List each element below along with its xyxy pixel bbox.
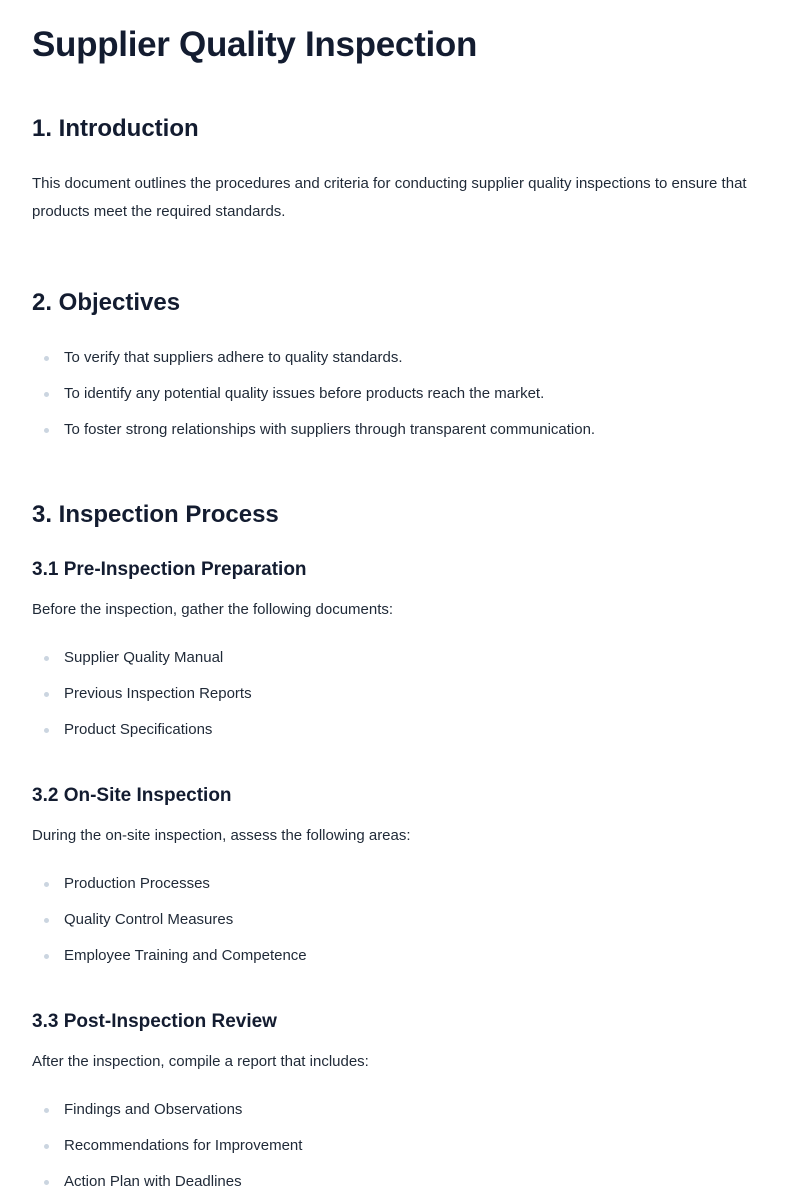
inspection-process-heading: 3. Inspection Process [32,501,279,528]
list-item: Production Processes [32,874,768,894]
objectives-list [32,348,768,440]
list-item: Quality Control Measures [32,910,768,930]
on-site-inspection-list [32,874,768,966]
list-item: Product Specifications [32,720,768,740]
list-item: Previous Inspection Reports [32,684,768,704]
list-item: Findings and Observations [32,1100,768,1120]
list-item: To foster strong relationships with suppliers through transparent communication. [32,420,768,440]
objectives-heading: 2. Objectives [32,289,181,316]
post-inspection-text: After the inspection, compile a report that includes: [32,1053,369,1070]
pre-inspection-list [32,648,768,740]
pre-inspection-text: Before the inspection, gather the following documents: [32,601,394,618]
on-site-inspection-heading: 3.2 On-Site Inspection [32,785,232,806]
list-item: Action Plan with Deadlines [32,1172,768,1192]
introduction-text: This document outlines the procedures and criteria for conducting supplier quality inspections to ensure that products meet the required standards. [32,175,747,220]
page-title: Supplier Quality Inspection [32,25,478,64]
list-item: Employee Training and Competence [32,946,768,966]
on-site-inspection-text: During the on-site inspection, assess the following areas: [32,827,411,844]
post-inspection-list [32,1100,768,1192]
list-item: Recommendations for Improvement [32,1136,768,1156]
list-item: To identify any potential quality issues before products reach the market. [32,384,768,404]
list-item: To verify that suppliers adhere to quality standards. [32,348,768,368]
post-inspection-heading: 3.3 Post-Inspection Review [32,1011,277,1032]
introduction-heading: 1. Introduction [32,115,199,142]
pre-inspection-heading: 3.1 Pre-Inspection Preparation [32,559,307,580]
list-item: Supplier Quality Manual [32,648,768,668]
